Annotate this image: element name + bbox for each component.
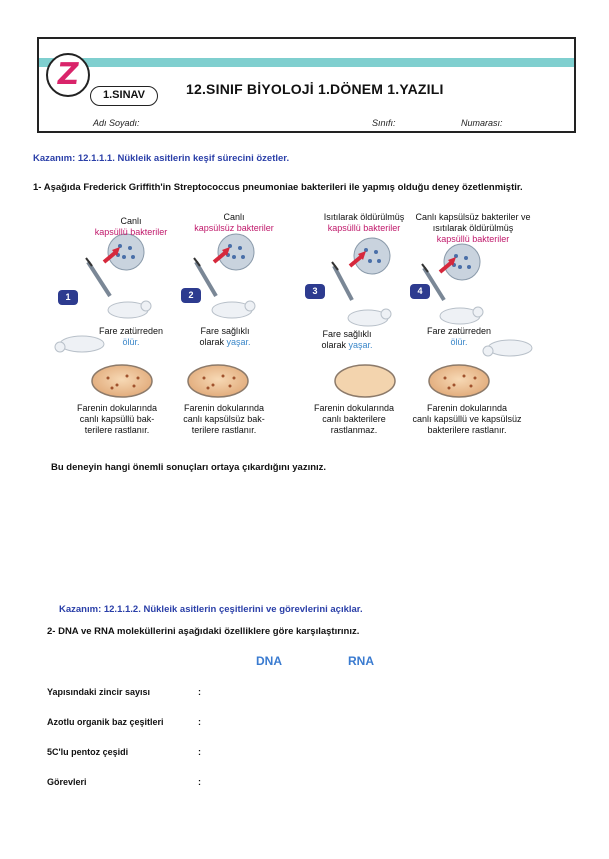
row-label-pentose-type: 5C'lu pentoz çeşidi [47,747,129,757]
class-field-label: Sınıfı: [372,118,396,128]
row-separator: : [198,777,201,787]
kazanim-2: Kazanım: 12.1.1.2. Nükleik asitlerin çeşitlerini ve görevlerini açıklar. [59,604,363,615]
experiment-3-number: 3 [305,284,325,299]
experiment-4-result-label: Farenin dokularında canlı kapsüllü ve kapsülsüz bakterilere rastlanır. [412,403,522,435]
petri-dish-icon [92,365,152,397]
row-label-base-types: Azotlu organik baz çeşitleri [47,717,164,727]
experiment-2-graphic [188,234,255,397]
experiment-1-outcome-label: Fare zatürreden ölür. [98,326,164,347]
question-1: 1- Aşağıda Frederick Griffith'in Streptococcus pneumoniae bakterileri ile yapmış olduğu deney özetlenmiştir. [33,182,523,193]
experiment-3-outcome-label: Fare sağlıklı olarak yaşar. [321,329,373,350]
question-2: 2- DNA ve RNA moleküllerini aşağıdaki özelliklere göre karşılaştırınız. [47,626,360,637]
row-separator: : [198,717,201,727]
row-label-functions: Görevleri [47,777,87,787]
rna-column-header: RNA [348,654,374,668]
row-separator: : [198,687,201,697]
exam-title: 12.SINIF BİYOLOJİ 1.DÖNEM 1.YAZILI [186,81,444,97]
name-field-label: Adı Soyadı: [93,118,140,128]
experiment-3-result-label: Farenin dokularında canlı bakterilere rastlanmaz. [313,403,395,435]
row-separator: : [198,747,201,757]
experiment-1-result-label: Farenin dokularında canlı kapsüllü bak- terilere rastlanır. [76,403,158,435]
row-label-strand-count: Yapısındaki zincir sayısı [47,687,151,697]
experiment-2-inject-label: Canlı kapsülsüz bakteriler [194,212,274,233]
number-field-label: Numarası: [461,118,503,128]
kazanim-1: Kazanım: 12.1.1.1. Nükleik asitlerin keşif sürecini özetler. [33,153,290,164]
dna-column-header: DNA [256,654,282,668]
experiment-2-result-label: Farenin dokularında canlı kapsülsüz bak- terilere rastlanır. [183,403,265,435]
experiment-2-outcome-label: Fare sağlıklı olarak yaşar. [199,326,251,347]
question-1-followup: Bu deneyin hangi önemli sonuçları ortaya çıkardığını yazınız. [51,462,327,473]
experiment-1-number: 1 [58,290,78,305]
experiment-4-inject-label: Canlı kapsülsüz bakteriler ve ısıtılarak öldürülmüş kapsüllü bakteriler [415,212,531,244]
exam-label: 1.SINAV [90,86,158,106]
experiment-4-graphic [422,244,532,397]
experiment-1-inject-label: Canlı kapsüllü bakteriler [94,216,168,237]
experiment-3-inject-label: Isıtılarak öldürülmüş kapsüllü bakteriler [323,212,405,233]
experiment-4-outcome-label: Fare zatürreden ölür. [426,326,492,347]
syringe-icon [88,262,110,296]
logo-letter: Z [54,57,82,92]
experiment-2-number: 2 [181,288,201,303]
experiment-3-graphic [332,238,395,397]
experiment-1-graphic [55,234,152,397]
experiment-4-number: 4 [410,284,430,299]
